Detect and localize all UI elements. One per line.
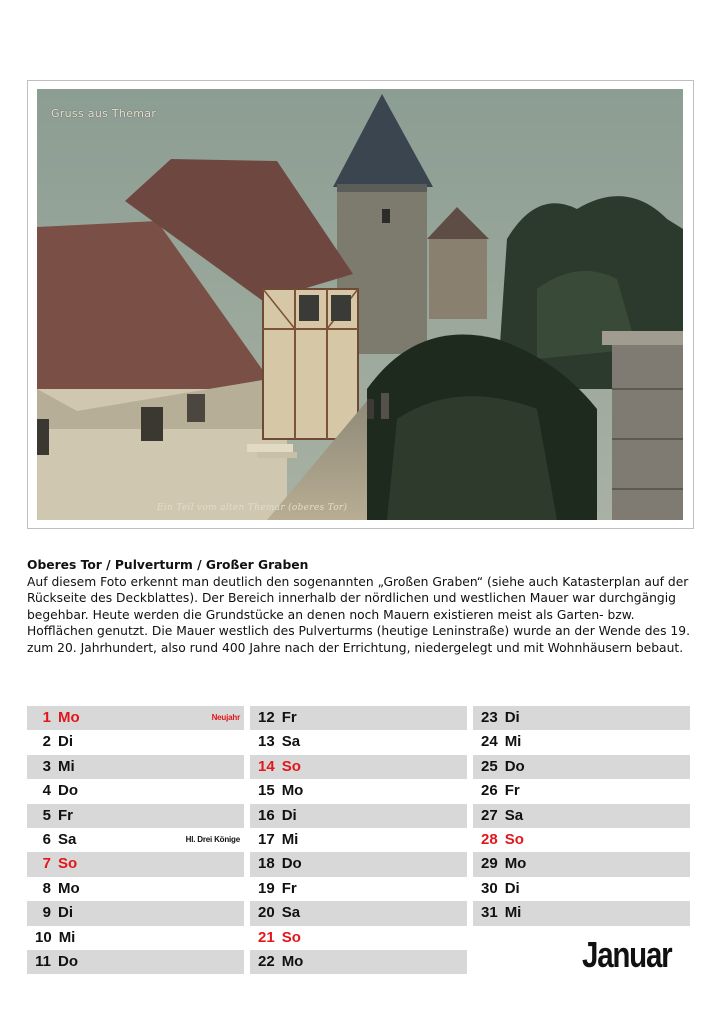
weekday-abbrev: Sa: [504, 806, 524, 824]
calendar-day-row: [473, 779, 690, 803]
day-number: 28: [481, 830, 498, 848]
calendar-day: [481, 901, 521, 925]
calendar-day: [481, 730, 521, 754]
weekday-abbrev: Sa: [58, 830, 77, 848]
calendar-day: [258, 755, 301, 779]
postcard-caption-bottom: Ein Teil vom alten Themar (oberes Tor): [157, 503, 348, 513]
calendar-day-row: [250, 828, 467, 852]
weekday-abbrev: Mi: [58, 757, 75, 775]
calendar-day: [481, 828, 524, 852]
calendar-day-row: [473, 804, 690, 828]
calendar-day: [258, 804, 297, 828]
day-number: 9: [42, 904, 51, 922]
calendar-day-row: [27, 779, 244, 803]
day-number: 24: [481, 733, 498, 751]
calendar-day: [35, 828, 76, 852]
calendar-day-row: [250, 877, 467, 901]
calendar-day-row: [27, 877, 244, 901]
postcard-illustration: [37, 89, 683, 520]
calendar-day: [481, 706, 520, 730]
calendar-day-row: [473, 755, 690, 779]
calendar-day: [258, 877, 297, 901]
calendar-day-row: [473, 706, 690, 730]
description-block: [27, 557, 697, 657]
weekday-abbrev: Mi: [504, 733, 522, 751]
day-number: 23: [481, 709, 498, 726]
calendar-day: [481, 804, 523, 828]
calendar-day-row: [27, 950, 244, 974]
calendar-day: [481, 877, 520, 901]
day-number: 31: [481, 904, 498, 922]
day-number: 18: [258, 855, 275, 873]
calendar-day-row: [27, 755, 244, 779]
calendar-day: [35, 926, 75, 950]
day-number: 7: [42, 855, 51, 873]
weekday-abbrev: Do: [58, 782, 78, 800]
day-number: 29: [481, 855, 498, 873]
calendar-day-row: [473, 901, 690, 925]
day-number: 4: [42, 782, 51, 800]
weekday-abbrev: Di: [58, 733, 73, 751]
calendar-day: [35, 730, 73, 754]
day-number: 25: [481, 757, 498, 775]
calendar-day-row: [27, 852, 244, 876]
day-number: 19: [258, 879, 275, 897]
calendar-day-row: [27, 926, 244, 950]
calendar-day: [258, 779, 303, 803]
weekday-abbrev: Mo: [58, 879, 80, 897]
calendar-day: [481, 852, 526, 876]
calendar-day: [35, 804, 73, 828]
calendar-day-row: [250, 804, 467, 828]
day-number: 16: [258, 806, 275, 824]
calendar-day-row: [250, 852, 467, 876]
calendar-day-row: [27, 730, 244, 754]
weekday-abbrev: Fr: [281, 879, 297, 897]
calendar-day-row: [27, 804, 244, 828]
day-number: 14: [258, 757, 275, 775]
calendar-day-row: [250, 730, 467, 754]
weekday-abbrev: So: [281, 928, 301, 946]
calendar-day-row: [250, 755, 467, 779]
postcard-caption-top: Gruss aus Themar: [51, 107, 157, 120]
day-number: 20: [258, 904, 275, 922]
calendar-day: [35, 779, 78, 803]
calendar-day: [481, 779, 520, 803]
calendar-day: [35, 755, 75, 779]
calendar-day-row: [473, 730, 690, 754]
holiday-label: Neujahr: [211, 713, 240, 722]
calendar-day: [258, 730, 300, 754]
weekday-abbrev: Di: [504, 879, 520, 897]
weekday-abbrev: Sa: [281, 904, 301, 922]
weekday-abbrev: Mi: [281, 830, 299, 848]
weekday-abbrev: So: [504, 830, 524, 848]
calendar-day: [35, 706, 80, 730]
calendar-day: [35, 852, 77, 876]
weekday-abbrev: Mo: [504, 855, 527, 873]
day-number: 26: [481, 782, 498, 800]
day-number: 17: [258, 830, 275, 848]
weekday-abbrev: Do: [58, 952, 78, 970]
weekday-abbrev: So: [58, 855, 78, 873]
month-title: Januar: [582, 934, 672, 975]
calendar-day-row: [27, 828, 244, 852]
description-body: Auf diesem Foto erkennt man deutlich den sogenannten „Großen Graben“ (siehe auch Katasterplan auf der Rückseite des Deckblattes). Der Bereich innerhalb der nördlichen und westlichen Mauer war durchgängig begehbar. Heute werden die Grundstücke an denen noch Mauern existieren meist als Garten- bzw. Hofflächen genutzt. Die Mauer westlich des Pulverturms (heutige Leninstraße) wurde an der Wende des 19. zum 20. Jahrhundert, also rund 400 Jahre nach der Errichtung, niedergelegt und mit Wohnhäusern bebaut.: [27, 574, 690, 655]
day-number: 6: [42, 830, 51, 848]
day-number: 13: [258, 733, 275, 751]
weekday-abbrev: Fr: [58, 806, 73, 824]
weekday-abbrev: Mo: [58, 709, 80, 726]
historic-postcard-photo: [37, 89, 683, 520]
calendar-day: [35, 901, 73, 925]
weekday-abbrev: Do: [504, 757, 525, 775]
calendar-day: [258, 706, 297, 730]
day-number: 1: [42, 709, 51, 726]
weekday-abbrev: Fr: [281, 709, 297, 726]
calendar-day: [258, 828, 298, 852]
calendar-day-row: [473, 877, 690, 901]
description-title: Oberes Tor / Pulverturm / Großer Graben: [27, 558, 309, 572]
day-number: 3: [42, 757, 51, 775]
calendar-day: [481, 755, 525, 779]
calendar-day-row: [250, 926, 467, 950]
photo-frame: [27, 80, 694, 529]
day-number: 21: [258, 928, 275, 946]
calendar-day: [35, 877, 80, 901]
calendar-day-row: [27, 706, 244, 730]
calendar-day-row: [27, 901, 244, 925]
day-number: 10: [35, 928, 52, 946]
calendar-column-1: [27, 706, 244, 974]
calendar-day-row: [250, 950, 467, 974]
calendar-day: [258, 926, 301, 950]
weekday-abbrev: Mo: [281, 952, 304, 970]
day-number: 2: [42, 733, 51, 751]
weekday-abbrev: Di: [58, 904, 73, 922]
day-number: 11: [35, 952, 51, 970]
weekday-abbrev: Fr: [504, 782, 520, 800]
calendar-column-3: [473, 706, 690, 926]
day-number: 5: [42, 806, 51, 824]
calendar-day: [258, 852, 302, 876]
day-number: 30: [481, 879, 498, 897]
calendar-day: [258, 901, 300, 925]
weekday-abbrev: Mi: [504, 904, 522, 922]
day-number: 22: [258, 952, 275, 970]
weekday-abbrev: Di: [281, 806, 297, 824]
calendar-day-row: [473, 852, 690, 876]
weekday-abbrev: Mi: [58, 928, 76, 946]
weekday-abbrev: So: [281, 757, 301, 775]
day-number: 12: [258, 709, 275, 726]
calendar-column-2: [250, 706, 467, 974]
calendar-day-row: [473, 828, 690, 852]
weekday-abbrev: Di: [504, 709, 520, 726]
weekday-abbrev: Mo: [281, 782, 304, 800]
day-number: 27: [481, 806, 498, 824]
calendar-day-row: [250, 779, 467, 803]
calendar-day: [35, 950, 78, 974]
day-number: 8: [42, 879, 51, 897]
calendar-day-row: [250, 706, 467, 730]
day-number: 15: [258, 782, 275, 800]
holiday-label: Hl. Drei Könige: [185, 834, 240, 844]
weekday-abbrev: Do: [281, 855, 302, 873]
weekday-abbrev: Sa: [281, 733, 301, 751]
calendar-day: [258, 950, 303, 974]
calendar-day-row: [250, 901, 467, 925]
